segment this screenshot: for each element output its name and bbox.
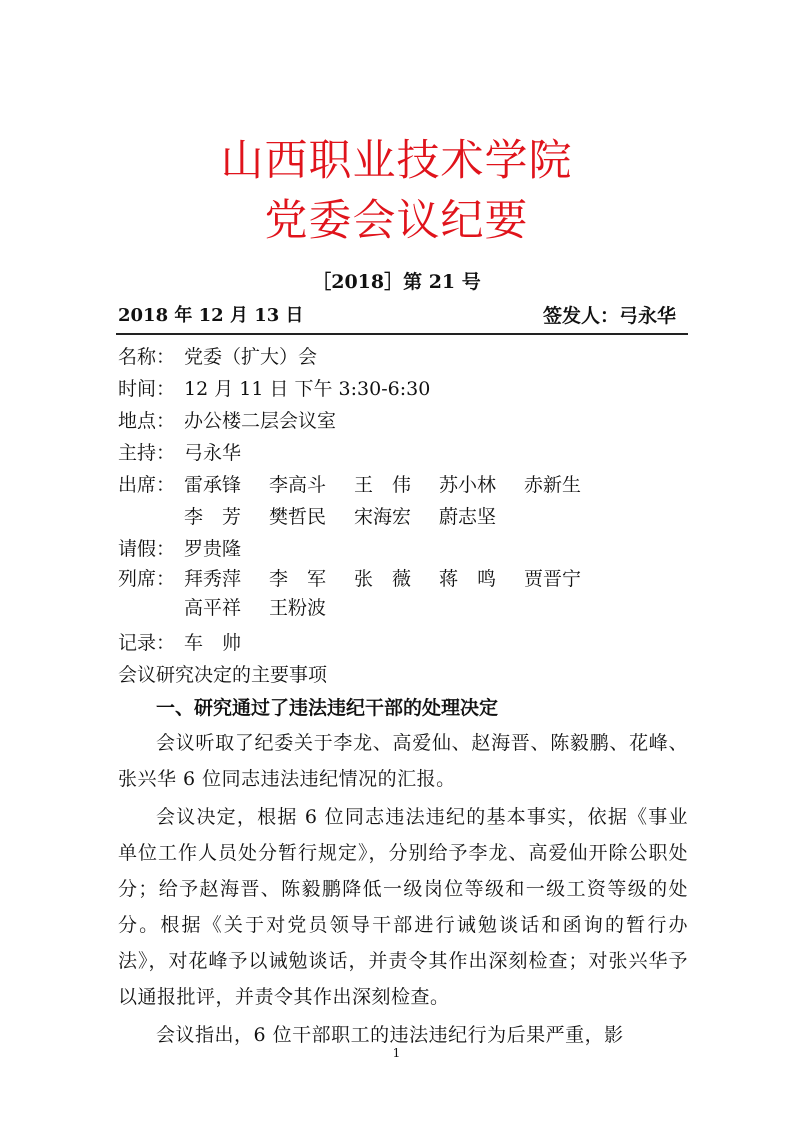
meeting-host-label: 主持： xyxy=(118,442,176,464)
document-title-line2: 党委会议纪要 xyxy=(264,196,529,246)
attendee-name: 赤新生 xyxy=(524,474,582,496)
observers-label: 列席： xyxy=(118,568,176,590)
meeting-place-label: 地点： xyxy=(118,410,176,432)
meeting-time-row xyxy=(118,373,688,405)
observer-name: 高平祥 xyxy=(184,597,242,619)
observer-name: 蒋 鸣 xyxy=(439,568,497,590)
observer-name: 张 薇 xyxy=(354,568,412,590)
attendee-name: 宋海宏 xyxy=(354,506,412,528)
attendee-name: 王 伟 xyxy=(354,474,412,496)
document-title-line1: 山西职业技术学院 xyxy=(220,136,573,186)
meeting-time: 12 月 11 日 下午 3:30-6:30 xyxy=(184,378,431,400)
attendees-row-1 xyxy=(118,469,688,501)
recorder-label: 记录： xyxy=(118,632,176,654)
meeting-host-row xyxy=(118,437,688,469)
meeting-place-row xyxy=(118,405,688,437)
leave-label: 请假： xyxy=(118,538,176,560)
attendee-name: 李 芳 xyxy=(184,506,242,528)
meeting-name: 党委（扩大）会 xyxy=(184,346,318,368)
meeting-place: 办公楼二层会议室 xyxy=(184,410,337,432)
issue-date: 2018 年 12 月 13 日 xyxy=(118,305,304,326)
attendee-name: 李高斗 xyxy=(269,474,327,496)
attendee-name: 雷承锋 xyxy=(184,474,242,496)
item-1-title: 一、研究通过了违法违纪干部的处理决定 xyxy=(156,697,499,719)
meeting-name-row xyxy=(118,341,688,373)
header-divider xyxy=(116,333,688,335)
attendees-row-2 xyxy=(118,501,688,533)
observer-name: 王粉波 xyxy=(269,597,327,619)
attendees-label: 出席： xyxy=(118,474,176,496)
leave-row xyxy=(118,533,688,565)
page-number: 1 xyxy=(392,1046,401,1060)
paragraph: 会议指出，6 位干部职工的违法违纪行为后果严重，影 xyxy=(156,1024,624,1046)
observers-row-1 xyxy=(118,565,688,594)
attendee-name: 苏小林 xyxy=(439,474,497,496)
meeting-name-label: 名称： xyxy=(118,346,176,368)
observer-name: 拜秀萍 xyxy=(184,568,242,590)
document-number: ［2018］第 21 号 xyxy=(312,271,481,293)
paragraph: 会议听取了纪委关于李龙、高爱仙、赵海晋、陈毅鹏、花峰、张兴华 6 位同志违法违纪情况的汇报。 xyxy=(118,732,688,790)
signer: 签发人：弓永华 xyxy=(542,305,676,327)
observers-row-2 xyxy=(118,594,688,623)
attendee-name: 蔚志坚 xyxy=(439,506,497,528)
attendee-name: 樊哲民 xyxy=(269,506,327,528)
document-content xyxy=(118,341,688,1055)
observer-name: 李 军 xyxy=(269,568,327,590)
observer-name: 贾晋宁 xyxy=(524,568,582,590)
recorder-name: 车 帅 xyxy=(184,632,242,654)
paragraph: 会议决定，根据 6 位同志违法违纪的基本事实，依据《事业单位工作人员处分暂行规定》，分别给予李龙、高爱仙开除公职处分；给予赵海晋、陈毅鹏降低一级岗位等级和一级工资等级的处分。根据《关于对党员领导干部进行诫勉谈话和函询的暂行办法》，对花峰予以诫勉谈话，并责令其作出深刻检查；对张兴华予以通报批评，并责令其作出深刻检查。 xyxy=(118,806,688,1008)
meeting-time-label: 时间： xyxy=(118,378,176,400)
leave-name: 罗贵隆 xyxy=(184,538,242,560)
recorder-row xyxy=(118,627,688,659)
meeting-host: 弓永华 xyxy=(184,442,242,464)
section-title: 会议研究决定的主要事项 xyxy=(118,664,328,686)
